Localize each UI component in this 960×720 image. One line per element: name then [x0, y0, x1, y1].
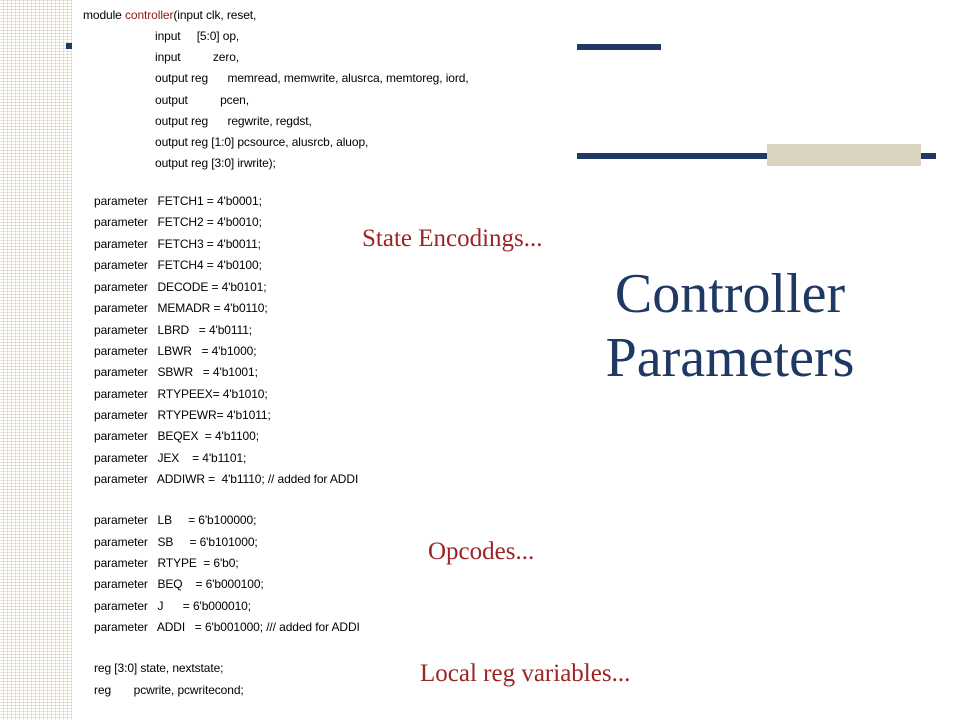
annotation-state-encodings: State Encodings... [362, 225, 543, 252]
port-line: output pcen, [155, 93, 249, 107]
opcode-parameter: parameter ADDI = 6'b001000; /// added for ADDI [94, 620, 360, 634]
opcode-parameter: parameter J = 6'b000010; [94, 599, 251, 613]
slide-title-line2: Parameters [605, 327, 855, 389]
reg-declaration: reg [3:0] state, nextstate; [94, 661, 224, 675]
module-name: controller [125, 8, 174, 22]
state-parameter: parameter DECODE = 4'b0101; [94, 280, 267, 294]
opcode-parameter: parameter LB = 6'b100000; [94, 513, 257, 527]
state-parameter: parameter RTYPEEX= 4'b1010; [94, 387, 268, 401]
slide-title-line1: Controller [614, 263, 846, 325]
port-line: output reg regwrite, regdst, [155, 114, 312, 128]
port-line: input zero, [155, 50, 240, 64]
annotation-local-reg: Local reg variables... [420, 660, 631, 687]
state-parameter: parameter RTYPEWR= 4'b1011; [94, 408, 271, 422]
state-parameter: parameter FETCH2 = 4'b0010; [94, 215, 262, 229]
reg-declaration: reg pcwrite, pcwritecond; [94, 683, 244, 697]
state-parameter: parameter MEMADR = 4'b0110; [94, 301, 268, 315]
state-parameter: parameter SBWR = 4'b1001; [94, 365, 258, 379]
state-parameter: parameter BEQEX = 4'b1100; [94, 429, 259, 443]
port-line: input [5:0] op, [155, 29, 240, 43]
state-parameter: parameter LBRD = 4'b0111; [94, 323, 253, 337]
state-parameter: parameter FETCH3 = 4'b0011; [94, 237, 261, 251]
decorative-left-strip [0, 0, 72, 720]
state-parameter: parameter ADDIWR = 4'b1110; // added for ADDI [94, 472, 359, 486]
state-parameter: parameter JEX = 4'b1101; [94, 451, 247, 465]
slide-title [580, 262, 880, 390]
opcode-parameter: parameter BEQ = 6'b000100; [94, 577, 264, 591]
state-parameter: parameter FETCH1 = 4'b0001; [94, 194, 262, 208]
opcode-parameter: parameter SB = 6'b101000; [94, 535, 258, 549]
port-line: output reg memread, memwrite, alusrca, memtoreg, iord, [155, 71, 469, 85]
port-line: output reg [3:0] irwrite); [155, 156, 276, 170]
accent-block [767, 144, 921, 166]
state-parameter: parameter LBWR = 4'b1000; [94, 344, 257, 358]
opcode-parameter: parameter RTYPE = 6'b0; [94, 556, 239, 570]
bullet-square [66, 43, 72, 49]
state-parameter: parameter FETCH4 = 4'b0100; [94, 258, 262, 272]
module-declaration: module controller(input clk, reset, [83, 8, 257, 22]
annotation-opcodes: Opcodes... [428, 538, 535, 565]
port-line: output reg [1:0] pcsource, alusrcb, aluop, [155, 135, 369, 149]
title-rule-top [577, 44, 661, 50]
